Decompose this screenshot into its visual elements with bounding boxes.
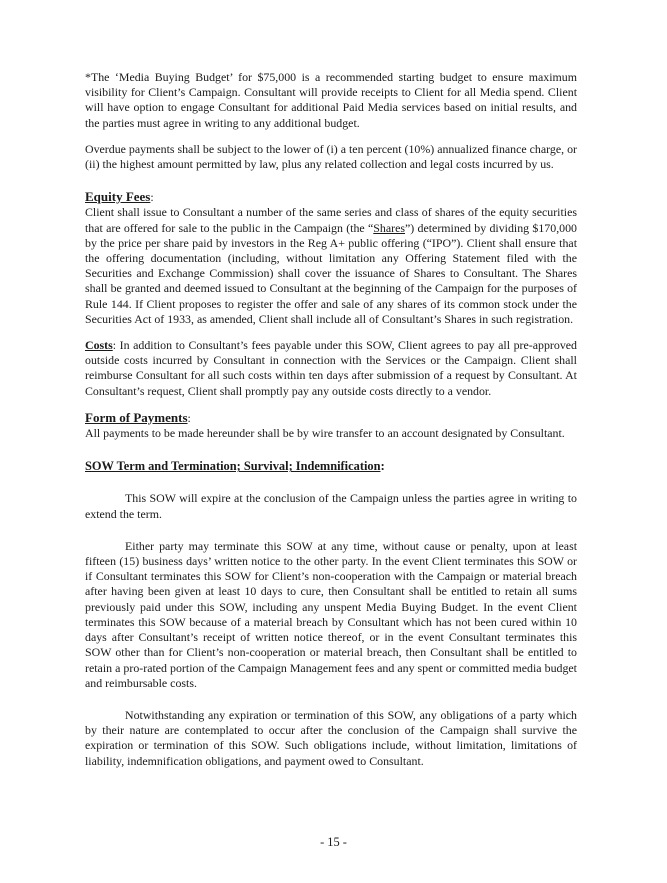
form-of-payments-colon: :: [187, 410, 191, 425]
form-of-payments-text: All payments to be made hereunder shall be by wire transfer to an account designated by Consultant.: [85, 426, 565, 441]
equity-fees-text: [85, 205, 577, 327]
form-of-payments-section: [85, 410, 577, 441]
equity-fees-section: [85, 189, 577, 327]
shares-term: Shares: [373, 220, 405, 235]
sow-term-heading: [85, 458, 577, 474]
page-body: [85, 70, 577, 769]
costs-text: : In addition to Consultant’s fees payable under this SOW, Client agrees to pay all pre-approved outside costs incurred by Consultant in connection with the Services or the Campaign. Client shall reimburse Consultant for all such costs within ten days after submission of a request by Consultant. At Consultant’s request, Client shall promptly pay any outside costs directly to a vendor.: [85, 338, 577, 398]
equity-fees-heading: [85, 189, 577, 205]
media-budget-note: *The ‘Media Buying Budget’ for $75,000 is a recommended starting budget to ensure maximum visibility for Client’s Campaign. Consultant will provide receipts to Client for all Media spend. Client will have option to engage Consultant for additional Paid Media services based on initial results, and the parties must agree in writing to any additional budget.: [85, 70, 577, 130]
costs-heading: Costs: [85, 338, 113, 353]
termination-paragraph: Either party may terminate this SOW at any time, without cause or penalty, upon at least fifteen (15) business days’ written notice to the other party. In the event Client terminates this SOW or if Consultant terminates this SOW for Client’s non-cooperation with the Campaign or material breach after having been given at least 10 days to cure, then Consultant shall be entitled to retain all sums previously paid under this SOW, including any unspent Media Buying Budget. In the event Client terminates this SOW because of a material breach by Consultant which has not been cured within 10 days after Consultant’s receipt of written notice thereof, or in the event Consultant terminates this SOW other than for Client’s non-cooperation or material breach, then Consultant shall be entitled to retain a pro-rated portion of the Campaign Management fees and any spent or committed media budget and reimbursable costs.: [85, 538, 577, 690]
overdue-payments-paragraph: Overdue payments shall be subject to the lower of (i) a ten percent (10%) annualized finance charge, or (ii) the highest amount permitted by law, plus any related collection and legal costs incurred by us.: [85, 141, 577, 172]
equity-fees-title: Equity Fees: [85, 189, 151, 205]
equity-text-part-1: Client shall issue to Consultant a number of the same series and class of shares of the equity securities that are offered for sale to the public in the Campaign (the “: [85, 205, 577, 235]
sow-term-title: SOW Term and Termination; Survival; Indemnification: [85, 459, 381, 474]
sow-expiry-paragraph: This SOW will expire at the conclusion of the Campaign unless the parties agree in writing to extend the term.: [85, 491, 577, 521]
equity-fees-colon: :: [150, 190, 154, 205]
costs-paragraph: [85, 338, 577, 399]
form-of-payments-heading: [85, 410, 577, 426]
page-number: - 15 -: [320, 835, 347, 849]
equity-text-part-2: ”) determined by dividing $170,000 by the price per share paid by investors in the Reg A+ public offering (“IPO”). Client shall ensure that the offering documentation (including, without limitation any Offering Statement filed with the Securities and Exchange Commission) shall cover the issuance of Shares to Consultant. The Shares shall be granted and deemed issued to Consultant at the beginning of the Campaign for the purposes of Rule 144. If Client proposes to register the offer and sale of any shares of its common stock under the Securities Act of 1933, as amended, Client shall include all of Consultant’s Shares in such registration.: [85, 220, 578, 326]
form-of-payments-title: Form of Payments: [85, 409, 188, 425]
sow-term-colon: :: [380, 458, 385, 474]
survival-paragraph: Notwithstanding any expiration or termination of this SOW, any obligations of a party which by their nature are contemplated to occur after the conclusion of the Campaign shall survive the expiration or termination of this SOW. Such obligations include, without limitation, limitations of liability, indemnification obligations, and payment owed to Consultant.: [85, 707, 577, 768]
